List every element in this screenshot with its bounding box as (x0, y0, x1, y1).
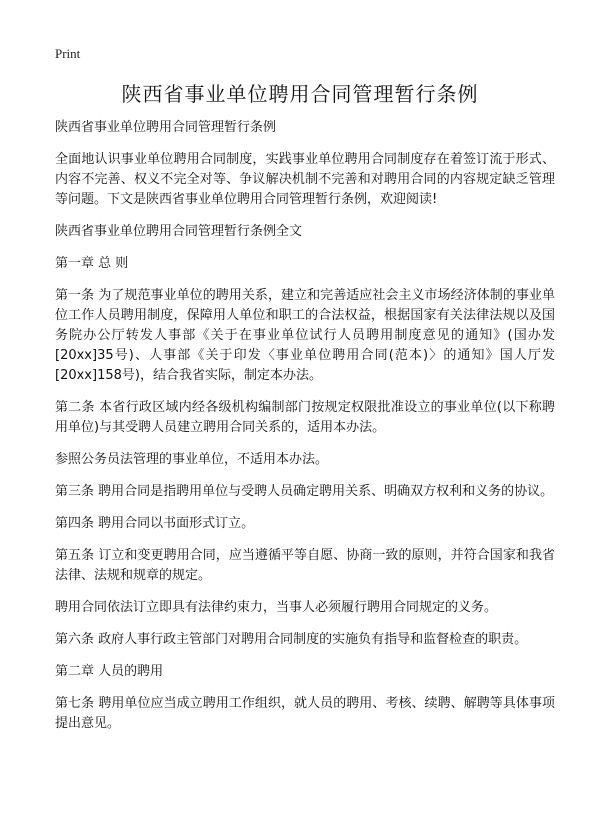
article-4: 第四条 聘用合同以书面形式订立。 (55, 516, 255, 531)
article-3: 第三条 聘用合同是指聘用单位与受聘人员确定聘用关系、明确双方权利和义务的协议。 (55, 484, 554, 499)
article-2-note: 参照公务员法管理的事业单位，不适用本办法。 (55, 452, 329, 467)
fulltext-heading: 陕西省事业单位聘用合同管理暂行条例全文 (55, 224, 303, 239)
article-7: 第七条 聘用单位应当成立聘用工作组织，就人员的聘用、考核、续聘、解聘等具体事项提出意见。 (55, 696, 555, 731)
document-body (55, 118, 555, 746)
article-1: 第一条 为了规范事业单位的聘用关系，建立和完善适应社会主义市场经济体制的事业单位工作人员聘用制度，保障用人单位和职工的合法权益，根据国家有关法律法规以及国务院办公厅转发人事部《关于在事业单位试行人员聘用制度意见的通知》(国办发[20xx]35号)、人事部《关于印发〈事业单位聘用合同(范本)〉的通知》国人厅发[20xx]158号)，结合我省实际，制定本办法。 (55, 288, 555, 383)
chapter-2-heading: 第二章 人员的聘用 (55, 664, 164, 679)
article-6: 第六条 政府人事行政主管部门对聘用合同制度的实施负有指导和监督检查的职责。 (55, 632, 528, 647)
article-5: 第五条 订立和变更聘用合同，应当遵循平等自愿、协商一致的原则，并符合国家和我省法律、法规和规章的规定。 (55, 548, 555, 583)
document-title: 陕西省事业单位聘用合同管理暂行条例 (121, 82, 479, 106)
article-2: 第二条 本省行政区域内经各级机构编制部门按规定权限批准设立的事业单位(以下称聘用单位)与其受聘人员建立聘用合同关系的，适用本办法。 (55, 400, 555, 435)
intro-paragraph: 全面地认识事业单位聘用合同制度，实践事业单位聘用合同制度存在着签订流于形式、内容不完善、权义不完全对等、争议解决机制不完善和对聘用合同的内容规定缺乏管理等问题。下文是陕西省事业单位聘用合同管理暂行条例，欢迎阅读! (55, 152, 555, 207)
chapter-1-heading: 第一章 总 则 (55, 256, 129, 271)
article-5-note: 聘用合同依法订立即具有法律约束力，当事人必须履行聘用合同规定的义务。 (55, 600, 498, 615)
subtitle-paragraph: 陕西省事业单位聘用合同管理暂行条例 (55, 120, 277, 135)
print-link[interactable]: Print (55, 46, 81, 61)
